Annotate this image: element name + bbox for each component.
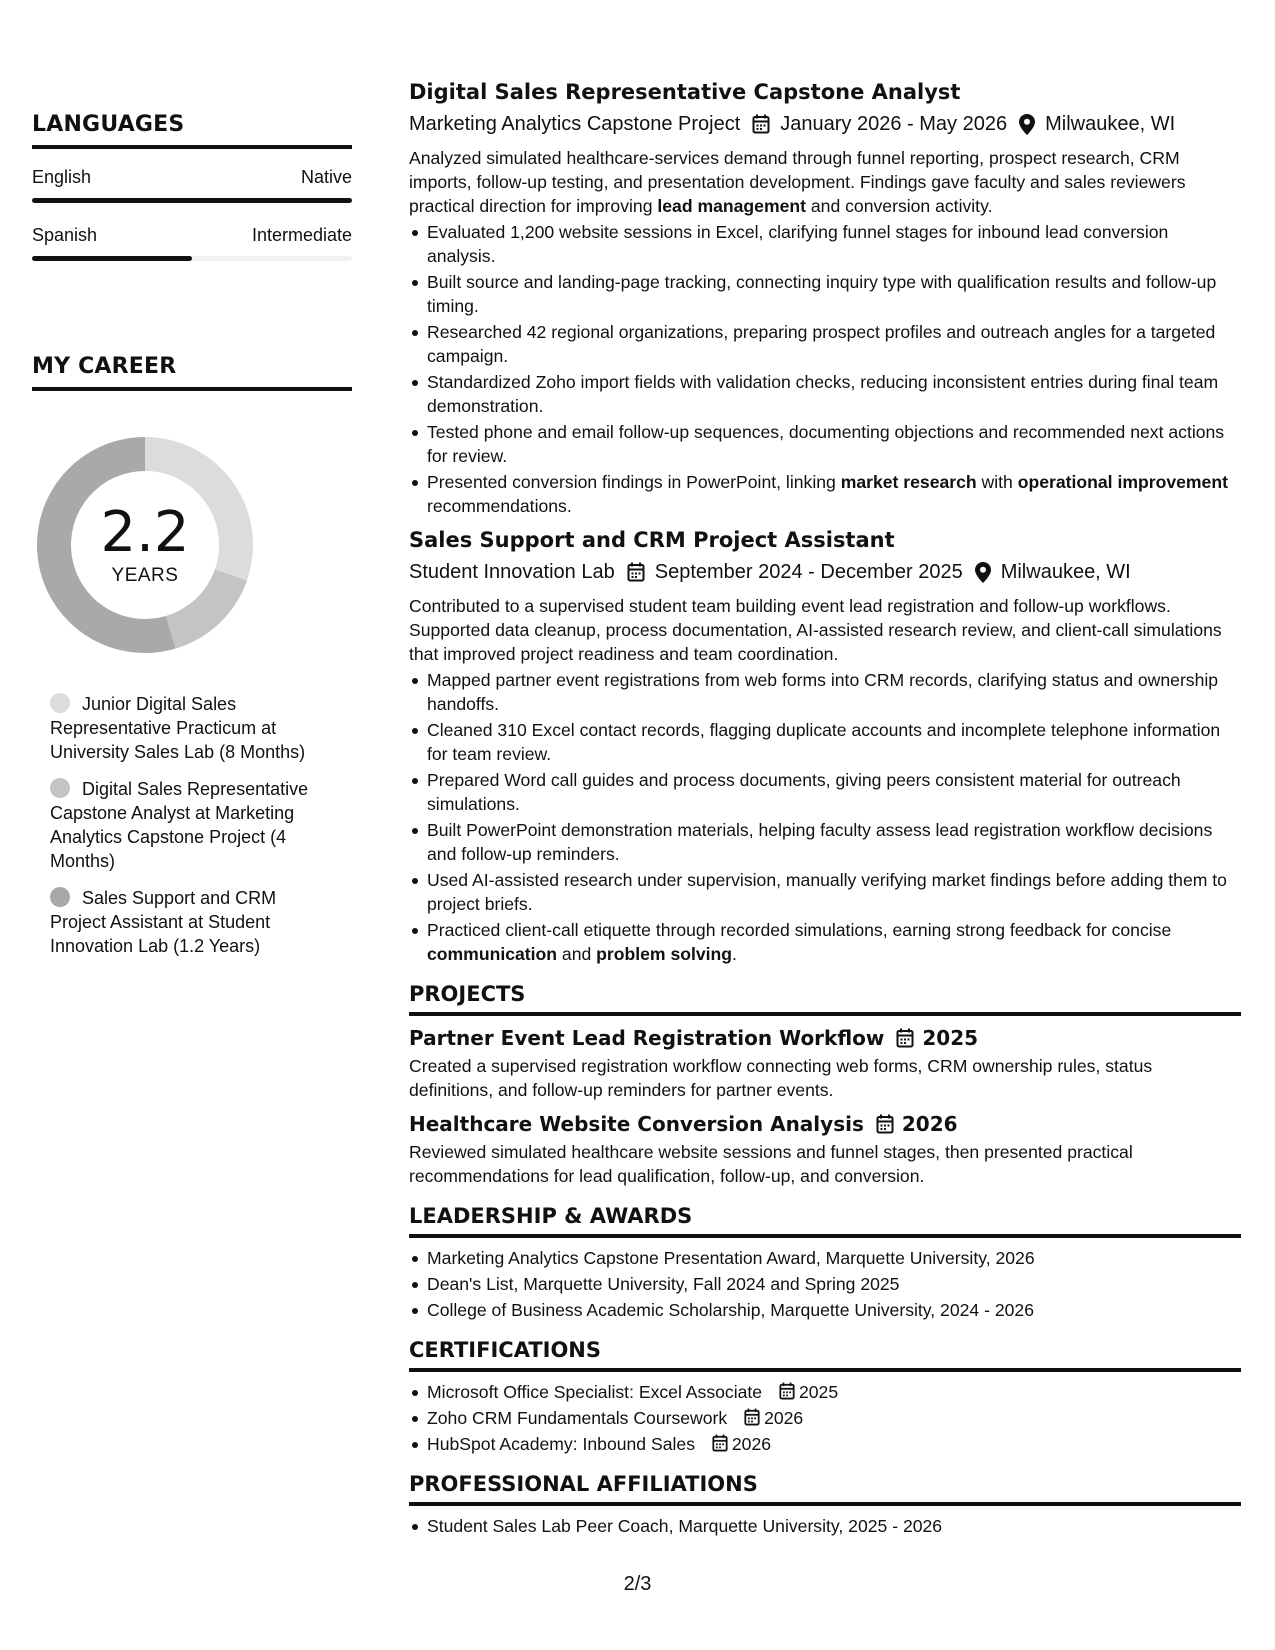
job-organization: Student Innovation Lab <box>409 561 615 583</box>
main-column <box>409 78 1241 1540</box>
job-bullet: Tested phone and email follow-up sequences, documenting objections and recommended next actions for review. <box>409 420 1241 468</box>
calendar-icon <box>896 1028 914 1048</box>
bullet-text: Presented conversion findings in PowerPoint, linking <box>427 472 841 492</box>
languages-heading: LANGUAGES <box>32 112 352 149</box>
career-total-value: 2.2 <box>100 500 190 565</box>
job-bullet: Built source and landing-page tracking, connecting inquiry type with qualification results and follow-up timing. <box>409 270 1241 318</box>
job-bullet: Built PowerPoint demonstration materials, helping faculty assess lead registration workflow decisions and follow-up reminders. <box>409 818 1241 866</box>
bullet-text: recommendations. <box>427 496 572 516</box>
bullet-text: and <box>557 944 597 964</box>
calendar-icon <box>712 1434 728 1452</box>
job-summary: Contributed to a supervised student team building event lead registration and follow-up workflows. Supported data cleanup, process documentation, AI-assisted research review, and client-call simulations that improved project readiness and team coordination. <box>409 596 1222 664</box>
job-dates: January 2026 - May 2026 <box>780 113 1008 135</box>
job-location: Milwaukee, WI <box>1045 113 1176 135</box>
job-bullet: Researched 42 regional organizations, preparing prospect profiles and outreach angles for a targeted campaign. <box>409 320 1241 368</box>
job-bullet: Mapped partner event registrations from web forms into CRM records, clarifying status and ownership handoffs. <box>409 668 1241 716</box>
calendar-icon <box>876 1114 894 1134</box>
job-bullets <box>409 220 1241 518</box>
certification-name: Microsoft Office Specialist: Excel Associate <box>427 1382 763 1402</box>
job-title: Sales Support and CRM Project Assistant <box>409 528 895 552</box>
project-description: Reviewed simulated healthcare website sessions and funnel stages, then presented practical recommendations for lead qualification, follow-up, and conversion. <box>409 1142 1133 1186</box>
certification-name: HubSpot Academy: Inbound Sales <box>427 1434 695 1454</box>
language-proficiency-fill <box>32 256 192 261</box>
bullet-text: with <box>976 472 1018 492</box>
legend-dot-icon <box>50 778 70 798</box>
affiliations-list <box>409 1514 1241 1538</box>
languages-section <box>32 112 352 261</box>
certifications-heading: CERTIFICATIONS <box>409 1338 1241 1372</box>
calendar-icon <box>752 114 770 134</box>
bullet-text: . <box>732 944 737 964</box>
job-bullet: Used AI-assisted research under supervision, manually verifying market findings before adding them to project briefs. <box>409 868 1241 916</box>
projects-heading: PROJECTS <box>409 982 1241 1016</box>
location-pin-icon <box>975 562 991 583</box>
job-bullet <box>409 470 1241 518</box>
job-bullet: Standardized Zoho import fields with validation checks, reducing inconsistent entries during final team demonstration. <box>409 370 1241 418</box>
certification-name: Zoho CRM Fundamentals Coursework <box>427 1408 728 1428</box>
language-level: Native <box>300 167 352 187</box>
affiliations-section <box>409 1472 1241 1538</box>
certification-year: 2025 <box>798 1382 839 1402</box>
job-bullets <box>409 668 1241 966</box>
job-meta <box>409 110 1241 138</box>
career-legend-item <box>50 777 330 873</box>
location-pin-icon <box>1019 114 1035 135</box>
award-item: Marketing Analytics Capstone Presentation Award, Marquette University, 2026 <box>409 1246 1241 1270</box>
bullet-keyword: operational improvement <box>1017 472 1228 492</box>
career-donut-chart <box>32 432 258 658</box>
career-legend-item <box>50 692 330 764</box>
job-dates: September 2024 - December 2025 <box>654 561 963 583</box>
affiliation-item: Student Sales Lab Peer Coach, Marquette University, 2025 - 2026 <box>409 1514 1241 1538</box>
career-heading: MY CAREER <box>32 354 352 391</box>
certification-year: 2026 <box>764 1408 804 1428</box>
projects-section <box>409 982 1241 1188</box>
awards-heading: LEADERSHIP & AWARDS <box>409 1204 1241 1238</box>
certification-item <box>409 1406 1241 1430</box>
certification-item <box>409 1432 1241 1456</box>
career-total <box>32 432 258 658</box>
job-bullet <box>409 918 1241 966</box>
project-title: Partner Event Lead Registration Workflow <box>409 1026 885 1050</box>
award-item: College of Business Academic Scholarship, Marquette University, 2024 - 2026 <box>409 1298 1241 1322</box>
project-title: Healthcare Website Conversion Analysis <box>409 1112 864 1136</box>
awards-list <box>409 1246 1241 1322</box>
certifications-list <box>409 1380 1241 1456</box>
job-entry <box>409 526 1241 966</box>
language-level: Intermediate <box>251 225 352 245</box>
award-item: Dean's List, Marquette University, Fall 2024 and Spring 2025 <box>409 1272 1241 1296</box>
career-legend-label: Junior Digital Sales Representative Practicum at University Sales Lab (8 Months) <box>50 694 306 762</box>
project-item <box>409 1110 1241 1188</box>
certifications-section <box>409 1338 1241 1456</box>
job-bullet: Evaluated 1,200 website sessions in Excel, clarifying funnel stages for inbound lead conversion analysis. <box>409 220 1241 268</box>
project-item <box>409 1024 1241 1102</box>
career-total-unit: YEARS <box>111 565 179 586</box>
bullet-keyword: communication <box>427 944 558 964</box>
project-description: Created a supervised registration workflow connecting web forms, CRM ownership rules, status definitions, and follow-up reminders for partner events. <box>409 1056 1153 1100</box>
career-legend-label: Digital Sales Representative Capstone Analyst at Marketing Analytics Capstone Project (4 Months) <box>50 779 309 871</box>
language-proficiency-bar <box>32 198 352 203</box>
career-legend <box>50 692 330 971</box>
language-name: English <box>32 167 92 187</box>
bullet-text: Practiced client-call etiquette through recorded simulations, earning strong feedback for concise <box>427 920 1172 940</box>
language-item <box>32 167 352 203</box>
job-location: Milwaukee, WI <box>1000 561 1131 583</box>
summary-text: Analyzed simulated healthcare-services demand through funnel reporting, prospect research, CRM imports, follow-up testing, and presentation development. Findings gave faculty and sales reviewers practical direction for improving <box>409 148 1186 216</box>
language-proficiency-fill <box>32 198 352 203</box>
legend-dot-icon <box>50 693 70 713</box>
page-number: 2/3 <box>623 1573 652 1595</box>
language-item <box>32 225 352 261</box>
affiliations-heading: PROFESSIONAL AFFILIATIONS <box>409 1472 1241 1506</box>
bullet-keyword: market research <box>840 472 977 492</box>
project-year: 2025 <box>922 1026 979 1050</box>
job-organization: Marketing Analytics Capstone Project <box>409 113 741 135</box>
awards-section <box>409 1204 1241 1322</box>
career-section <box>32 354 352 391</box>
project-year: 2026 <box>901 1112 958 1136</box>
calendar-icon <box>627 562 645 582</box>
career-legend-item <box>50 886 330 958</box>
certification-item <box>409 1380 1241 1404</box>
job-meta <box>409 558 1241 586</box>
job-title: Digital Sales Representative Capstone Analyst <box>409 80 961 104</box>
calendar-icon <box>779 1382 795 1400</box>
career-legend-label: Sales Support and CRM Project Assistant at Student Innovation Lab (1.2 Years) <box>50 888 277 956</box>
job-bullet: Prepared Word call guides and process documents, giving peers consistent material for outreach simulations. <box>409 768 1241 816</box>
job-summary <box>409 146 1241 218</box>
summary-keyword: lead management <box>657 196 806 216</box>
certification-year: 2026 <box>731 1434 772 1454</box>
language-proficiency-bar <box>32 256 352 261</box>
legend-dot-icon <box>50 887 70 907</box>
language-name: Spanish <box>32 225 98 245</box>
bullet-keyword: problem solving <box>596 944 733 964</box>
job-entry <box>409 78 1241 518</box>
summary-text: and conversion activity. <box>806 196 993 216</box>
calendar-icon <box>744 1408 760 1426</box>
job-bullet: Cleaned 310 Excel contact records, flagging duplicate accounts and incomplete telephone information for team review. <box>409 718 1241 766</box>
